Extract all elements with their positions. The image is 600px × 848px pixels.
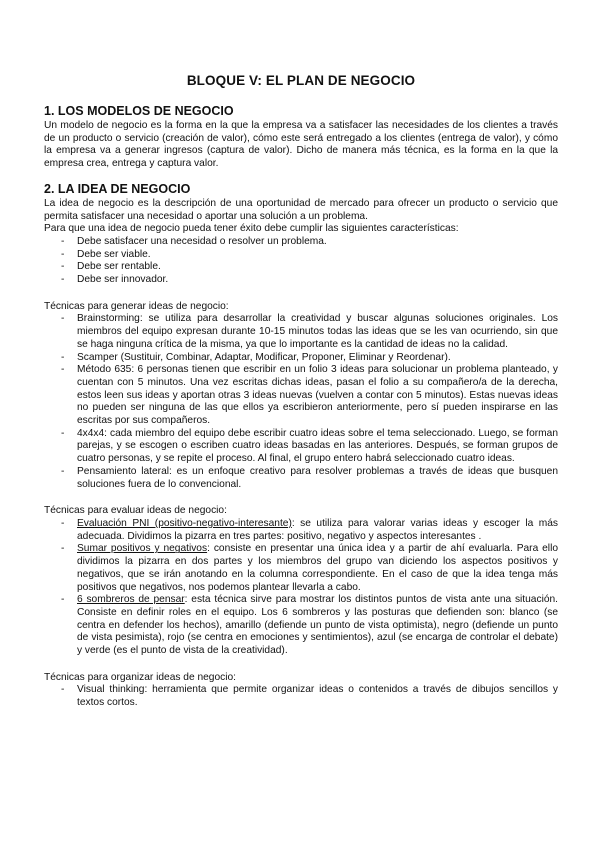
list-item: - Debe satisfacer una necesidad o resolver un problema.: [44, 236, 558, 249]
paragraph: La idea de negocio es la descripción de una oportunidad de mercado para ofrecer un producto o servicio que permita satisfacer una necesidad o aportar una solución a un problema.: [44, 197, 558, 222]
list-item: - Método 635: 6 personas tienen que escribir en un folio 3 ideas para solucionar un problema planteado, y cuentan con 5 minutos. Una vez escritas dichas ideas, pasan el folio a su compañero/a de la derecha, estos leen sus ideas y aportan otras 3 ideas nuevas (vuelven a contar con 5 minutos). Estas nuevas ideas no pueden ser ninguna de las que ellos ya escribieron anteriormente, pero sí pueden inspirarse en las escritas por sus compañeros.: [44, 364, 558, 428]
characteristics-intro: Para que una idea de negocio pueda tener éxito debe cumplir las siguientes características:: [44, 223, 459, 235]
list-item: - Pensamiento lateral: es un enfoque creativo para resolver problemas a través de ideas que busquen soluciones fuera de lo convencional.: [44, 466, 558, 491]
list-item: [44, 518, 558, 543]
document-content: [44, 73, 558, 724]
technique-term: Evaluación PNI (positivo-negativo-interesante): [77, 517, 292, 529]
group-intro: Técnicas para organizar ideas de negocio:: [44, 671, 236, 683]
technique-description: : consiste en presentar una única idea y a partir de ahí evaluarla. Para ello dividimos la pizarra en dos partes y los miembros del grupo van diciendo los aspectos positivos y negativos, que se irán anotando en la columna correspondiente. En el caso de que la idea tenga más positivos que negativos, nos podemos plantear llevarla a cabo.: [77, 543, 558, 593]
list-item: - Debe ser viable.: [44, 249, 558, 262]
list-item: - Brainstorming: se utiliza para desarrollar la creatividad y buscar algunas soluciones originales. Los miembros del equipo expresan durante 10-15 minutos todas las ideas que se les van ocurriendo, sin que se haga ninguna crítica de la misma, ya que lo importante es la cantidad de ideas no la calidad.: [44, 313, 558, 351]
evaluate-techniques: [44, 505, 558, 657]
technique-term: Sumar positivos y negativos: [77, 543, 208, 555]
section-heading: 1. LOS MODELOS DE NEGOCIO: [44, 104, 234, 118]
section-business-idea: [44, 182, 558, 287]
list-item: [44, 594, 558, 658]
paragraph: Un modelo de negocio es la forma en la que la empresa va a satisfacer las necesidades de los clientes a través de un producto o servicio (creación de valor), cómo este será entregado a los clientes (entrega de valor), y cómo la empresa va a generar ingresos (captura de valor). Dicho de manera más técnica, es la forma en la que la empresa crea, entrega y captura valor.: [44, 120, 558, 170]
list-item: - 4x4x4: cada miembro del equipo debe escribir cuatro ideas sobre el tema seleccionado. Luego, se forman parejas, y se escogen o escriben cuatro ideas basadas en las anteriores. Después, se forman grupos de cuatro personas, y se repite el proceso. Al final, el grupo entero habrá seleccionado cuatro ideas.: [44, 428, 558, 466]
group-intro: Técnicas para evaluar ideas de negocio:: [44, 505, 227, 517]
list-item: [44, 543, 558, 594]
generate-techniques: [44, 301, 558, 492]
characteristics-list: [44, 236, 558, 287]
evaluate-list: [44, 518, 558, 658]
list-item: - Scamper (Sustituir, Combinar, Adaptar, Modificar, Proponer, Eliminar y Reordenar).: [44, 352, 558, 365]
generate-list: [44, 313, 558, 491]
technique-description: : se utiliza para valorar varias ideas y escoger la más adecuada. Dividimos la pizarra en tres partes: positivo, negativo y aspectos interesantes .: [77, 517, 558, 542]
list-item: - Debe ser innovador.: [44, 274, 558, 287]
organize-list: [44, 684, 558, 709]
group-intro: Técnicas para generar ideas de negocio:: [44, 300, 229, 312]
list-item: - Debe ser rentable.: [44, 261, 558, 274]
technique-term: 6 sombreros de pensar: [77, 594, 185, 606]
technique-description: : esta técnica sirve para mostrar los distintos puntos de vista ante una situación. Consiste en definir roles en el equipo. Los 6 sombreros y las posturas que defienden son: blanco (se centra en defender los hechos), amarillo (defiende un punto de vista optimista), negro (defiende un punto de vista pesimista), rojo (se centra en emociones y sentimientos), azul (se encarga de controlar el debate) y verde (es el punto de vista de la creatividad).: [77, 594, 558, 657]
list-item: - Visual thinking: herramienta que permite organizar ideas o contenidos a través de dibujos sencillos y textos cortos.: [44, 684, 558, 709]
document-title: BLOQUE V: EL PLAN DE NEGOCIO: [186, 73, 416, 88]
section-business-models: [44, 104, 558, 171]
organize-techniques: [44, 672, 558, 710]
section-heading: 2. LA IDEA DE NEGOCIO: [44, 181, 191, 196]
